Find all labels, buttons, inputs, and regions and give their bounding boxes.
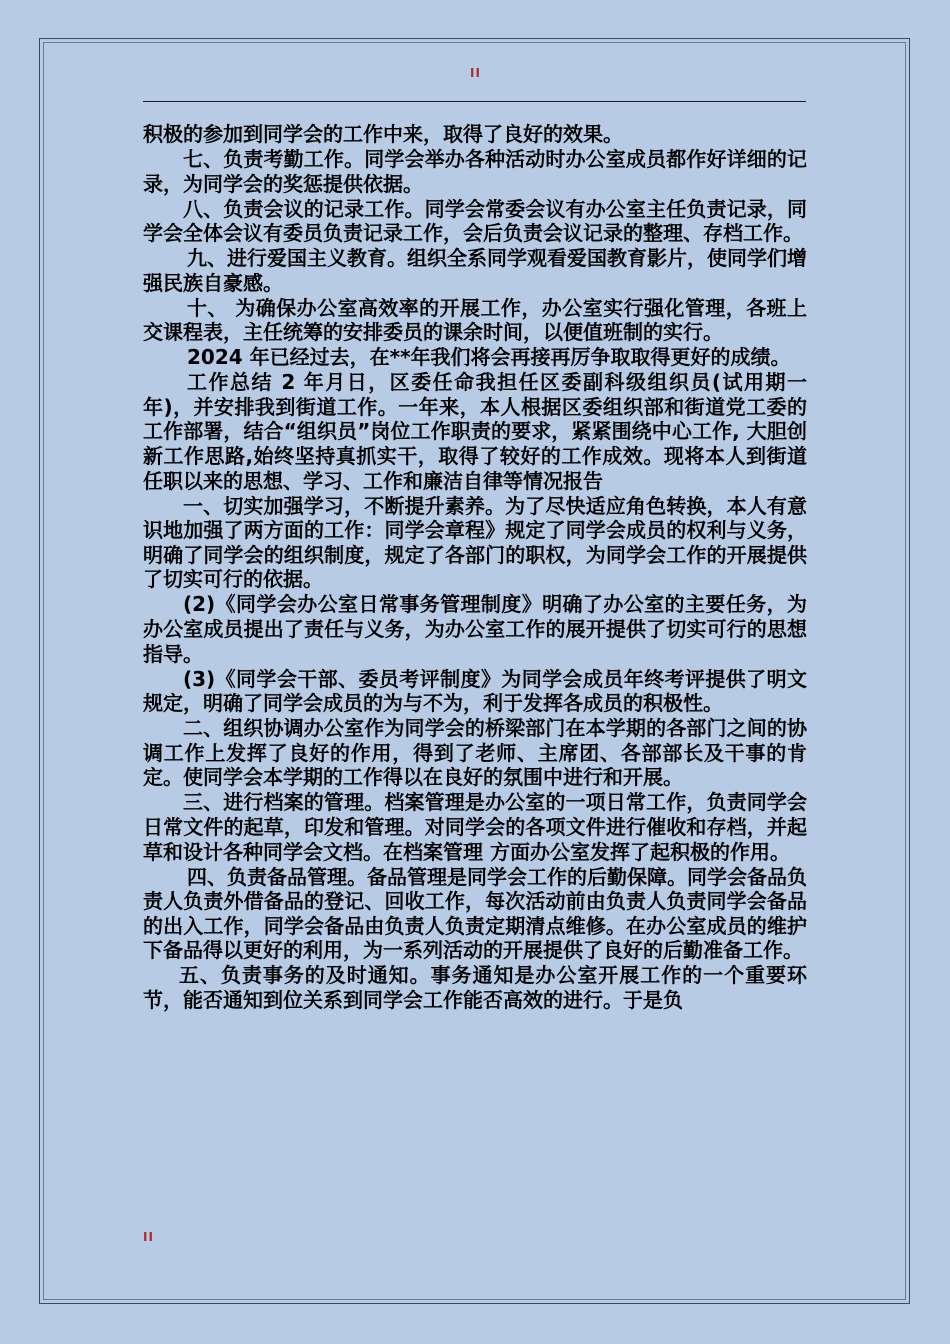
paragraph: 三、进行档案的管理。档案管理是办公室的一项日常工作，负责同学会日常文件的起草，印发和管理。对同学会的各项文件进行催收和存档，并起草和设计各种同学会文档。在档案管理 方面办公室发挥了起积极的作用。 xyxy=(143,790,807,864)
document-body xyxy=(143,122,807,1013)
paragraph: 九、进行爱国主义教育。组织全系同学观看爱国教育影片，使同学们增强民族自豪感。 xyxy=(143,246,807,295)
paragraph: 十、 为确保办公室高效率的开展工作，办公室实行强化管理，各班上交课程表，主任统筹的安排委员的课余时间，以便值班制的实行。 xyxy=(143,295,807,345)
header-rule xyxy=(143,101,806,102)
paragraph: 二、组织协调办公室作为同学会的桥梁部门在本学期的各部门之间的协调工作上发挥了良好的作用，得到了老师、主席团、各部部长及干事的肯定。使同学会本学期的工作得以在良好的氛围中进行和开展。 xyxy=(143,716,807,790)
paragraph: 积极的参加到同学会的工作中来，取得了良好的效果。 xyxy=(143,122,623,146)
paragraph: 一、切实加强学习，不断提升素养。为了尽快适应角色转换，本人有意识地加强了两方面的工作：同学会章程》规定了同学会成员的权利与义务，明确了同学会的组织制度，规定了各部门的职权，为同学会工作的开展提供了切实可行的依据。 xyxy=(143,493,807,592)
paragraph: 四、负责备品管理。备品管理是同学会工作的后勤保障。同学会备品负责人负责外借备品的登记、回收工作，每次活动前由负责人负责同学会备品的出入工作，同学会备品由负责人负责定期清点维修。在办公室成员的维护下备品得以更好的利用，为一系列活动的开展提供了良好的后勤准备工作。 xyxy=(143,864,807,963)
paragraph: 七、负责考勤工作。同学会举办各种活动时办公室成员都作好详细的记录，为同学会的奖惩提供依据。 xyxy=(143,146,807,196)
paragraph: (3)《同学会干部、委员考评制度》为同学会成员年终考评提供了明文规定，明确了同学会成员的为与不为，利于发挥各成员的积极性。 xyxy=(143,666,807,716)
paragraph: 五、负责事务的及时通知。事务通知是办公室开展工作的一个重要环节，能否通知到位关系到同学会工作能否高效的进行。于是负 xyxy=(143,963,807,1012)
paragraph: 工作总结 2 年月日，区委任命我担任区委副科级组织员(试用期一年)，并安排我到街道工作。一年来，本人根据区委组织部和街道党工委的工作部署，结合“组织员”岗位工作职责的要求，紧紧围绕中心工作, 大胆创新工作思路,始终坚持真抓实干，取得了较好的工作成效。现将本人到街道任职以来的思想、学习、工作和廉洁自律等情况报告 xyxy=(143,370,807,493)
header-page-mark: II xyxy=(470,66,481,80)
paragraph: 八、负责会议的记录工作。同学会常委会议有办公室主任负责记录，同学会全体会议有委员负责记录工作，会后负责会议记录的整理、存档工作。 xyxy=(143,196,807,246)
paragraph: (2)《同学会办公室日常事务管理制度》明确了办公室的主要任务，为办公室成员提出了责任与义务，为办公室工作的展开提供了切实可行的思想指导。 xyxy=(143,592,807,666)
footer-page-mark: II xyxy=(143,1230,154,1244)
paragraph: 2024 年已经过去，在**年我们将会再接再厉争取取得更好的成绩。 xyxy=(187,345,791,370)
